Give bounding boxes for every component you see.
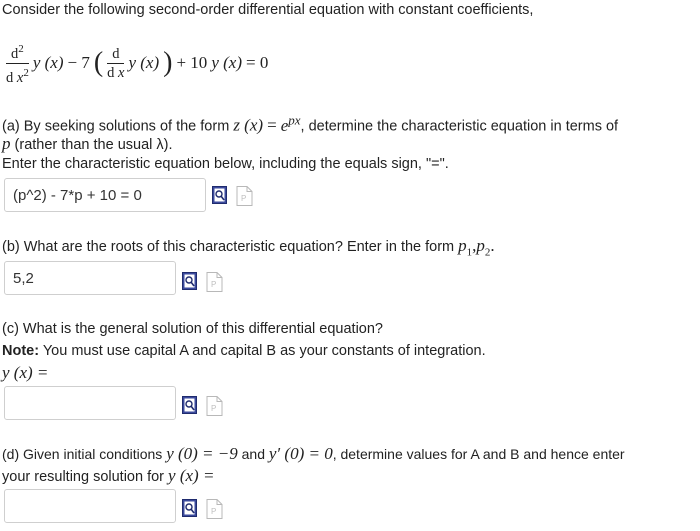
preview-icon[interactable] [182,272,200,292]
left-paren: ( [93,47,104,79]
preview-icon[interactable] [212,186,230,206]
second-derivative-operator: $\frac{d^2}{d x^2}$ [6,40,29,87]
part-a-line3: Enter the characteristic equation below, including the equals sign, "=". [2,156,449,172]
last-y-term: y (x) [211,53,242,73]
syntax-help-icon[interactable] [206,499,224,519]
syntax-help-icon[interactable] [236,186,254,206]
svg-text:P: P [211,507,217,516]
plus-ten-term: + 10 [176,53,208,73]
svg-text:P: P [211,404,217,413]
svg-text:P: P [211,280,217,289]
part-d-line2: your resulting solution for y (x) = [2,466,215,485]
part-c-y-label: y (x) = [2,363,49,382]
part-d-answer-input[interactable] [4,489,176,523]
differential-equation [6,40,268,87]
part-a-line1: (a) By seeking solutions of the form z $(x) = e^{px}$, determine the characteristic equation in terms of [2,112,619,135]
syntax-help-icon[interactable] [206,396,224,416]
part-a-line2: p (rather than the usual λ). [2,134,173,153]
part-b-answer-input[interactable] [4,261,176,295]
intro-text: Consider the following second-order differential equation with constant coefficients, [2,2,534,18]
preview-icon[interactable] [182,499,200,519]
part-d-line1: (d) Given initial conditions y (0) = −9 and y′ (0) = 0, determine values for A and B and hence enter [2,444,625,463]
syntax-help-icon[interactable] [206,272,224,292]
part-a-answer-input[interactable] [4,178,206,212]
part-c-answer-input[interactable] [4,386,176,420]
minus-seven-term: − 7 [67,53,90,73]
right-paren: ) [163,47,173,79]
equals-zero: = 0 [245,53,269,73]
part-b-text: (b) What are the roots of this characteristic equation? Enter in the form $p_1,p_2$. [2,236,495,259]
inner-y-term: y (x) [128,53,160,73]
part-c-text: (c) What is the general solution of this differential equation? [2,321,383,337]
part-c-note: Note: You must use capital A and capital B as your constants of integration. [2,343,486,359]
y-of-x-term: y (x) [32,53,64,73]
first-derivative-operator: $\frac{d}{\text{d x}}$ [107,45,125,81]
preview-icon[interactable] [182,396,200,416]
svg-text:P: P [241,194,247,203]
